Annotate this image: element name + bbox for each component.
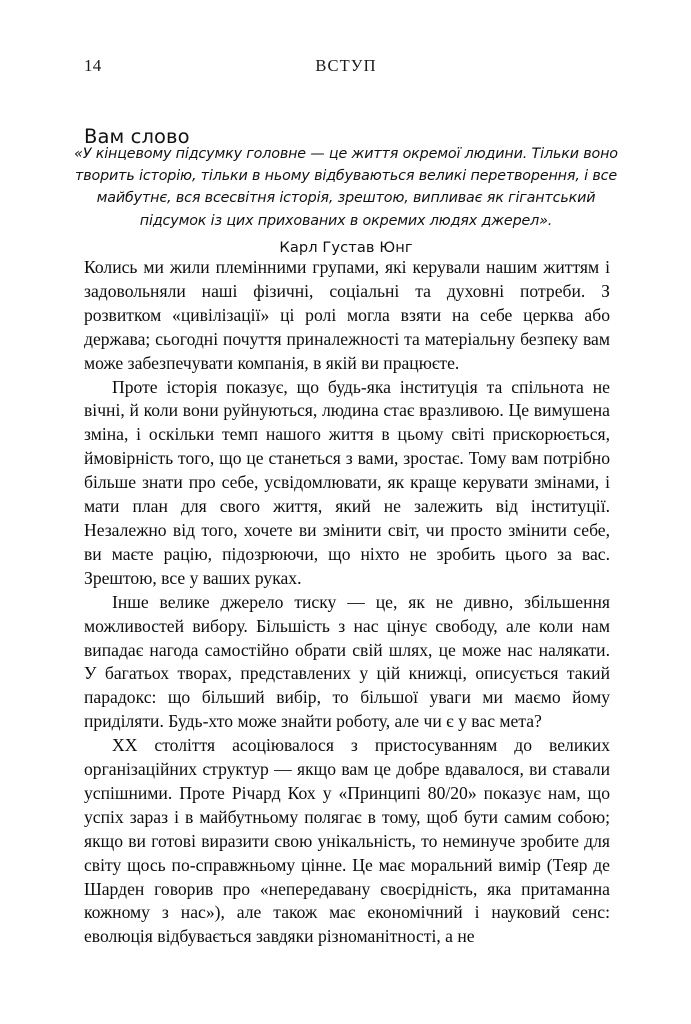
body-paragraph: Інше велике джерело тиску — це, як не дивно, збільшення можливостей вибору. Більшість з нас цінує свободу, але коли нам випадає нагода самостійно обрати свій шлях, це може нас налякати. У багатьох творах, представлених у цій книжці, описується такий парадокс: що більший вибір, то більшої уваги ми маємо йому приділяти. Будь-хто може знайти роботу, але чи є у вас мета? (84, 591, 610, 732)
body-paragraph: Колись ми жили племінними групами, які керували нашим життям і задовольняли наші фізичні, соціальні та духовні потреби. З розвитком «цивілізації» ці ролі могла взяти на себе церква або держава; сьогодні почуття приналежності та матеріальну безпеку вам може забезпечувати компанія, в якій ви працюєте. (84, 257, 610, 373)
body-paragraph: Проте історія показує, що будь-яка інституція та спільнота не вічні, й коли вони руйнуються, людина стає вразливою. Це вимушена зміна, і оскільки темп нашого життя в цьому світі прискорюється, ймовірність того, що це станеться з вами, зростає. Тому вам потрібно більше знати про себе, усвідомлювати, як краще керувати змінами, і мати план для свого життя, який не залежить від інституції. Незалежно від того, хочете ви змінити світ, чи просто змінити себе, ви маєте рацію, підозрюючи, що ніхто не зробить цього за вас. Зрештою, все у ваших руках. (84, 376, 610, 588)
page-number: 14 (84, 56, 102, 75)
epigraph-block (74, 143, 618, 260)
epigraph-quote: «У кінцевому підсумку головне — це життя окремої людини. Тільки воно творить історію, тільки в ньому відбуваються великі перетворення, і все майбутнє, вся всесвітня історія, зрештою, випливає як гігантський підсумок із цих прихованих в окремих людях джерел». (74, 146, 618, 229)
section-heading: Вам слово (84, 125, 190, 149)
epigraph-attribution: Карл Густав Юнг (279, 238, 413, 256)
running-head-title: ВСТУП (315, 56, 377, 75)
body-paragraph: XX століття асоціювалося з пристосуванням до великих організаційних структур — якщо вам це добре вдавалося, ви ставали успішними. Проте Річард Кох у «Принципі 80/20» показує нам, що успіх зараз і в майбутньому полягає в тому, щоб бути самим собою; якщо ви готові виразити свою унікальність, то неминуче зробите для світу щось по-справжньому цінне. Це має моральний вимір (Теяр де Шарден говорив про «непередавану своєрідність, яка притаманна кожному з нас»), але також має економічний і науковий сенс: еволюція відбувається завдяки різноманітності, а не (84, 735, 610, 947)
body-text (84, 256, 610, 949)
running-head (84, 54, 608, 78)
